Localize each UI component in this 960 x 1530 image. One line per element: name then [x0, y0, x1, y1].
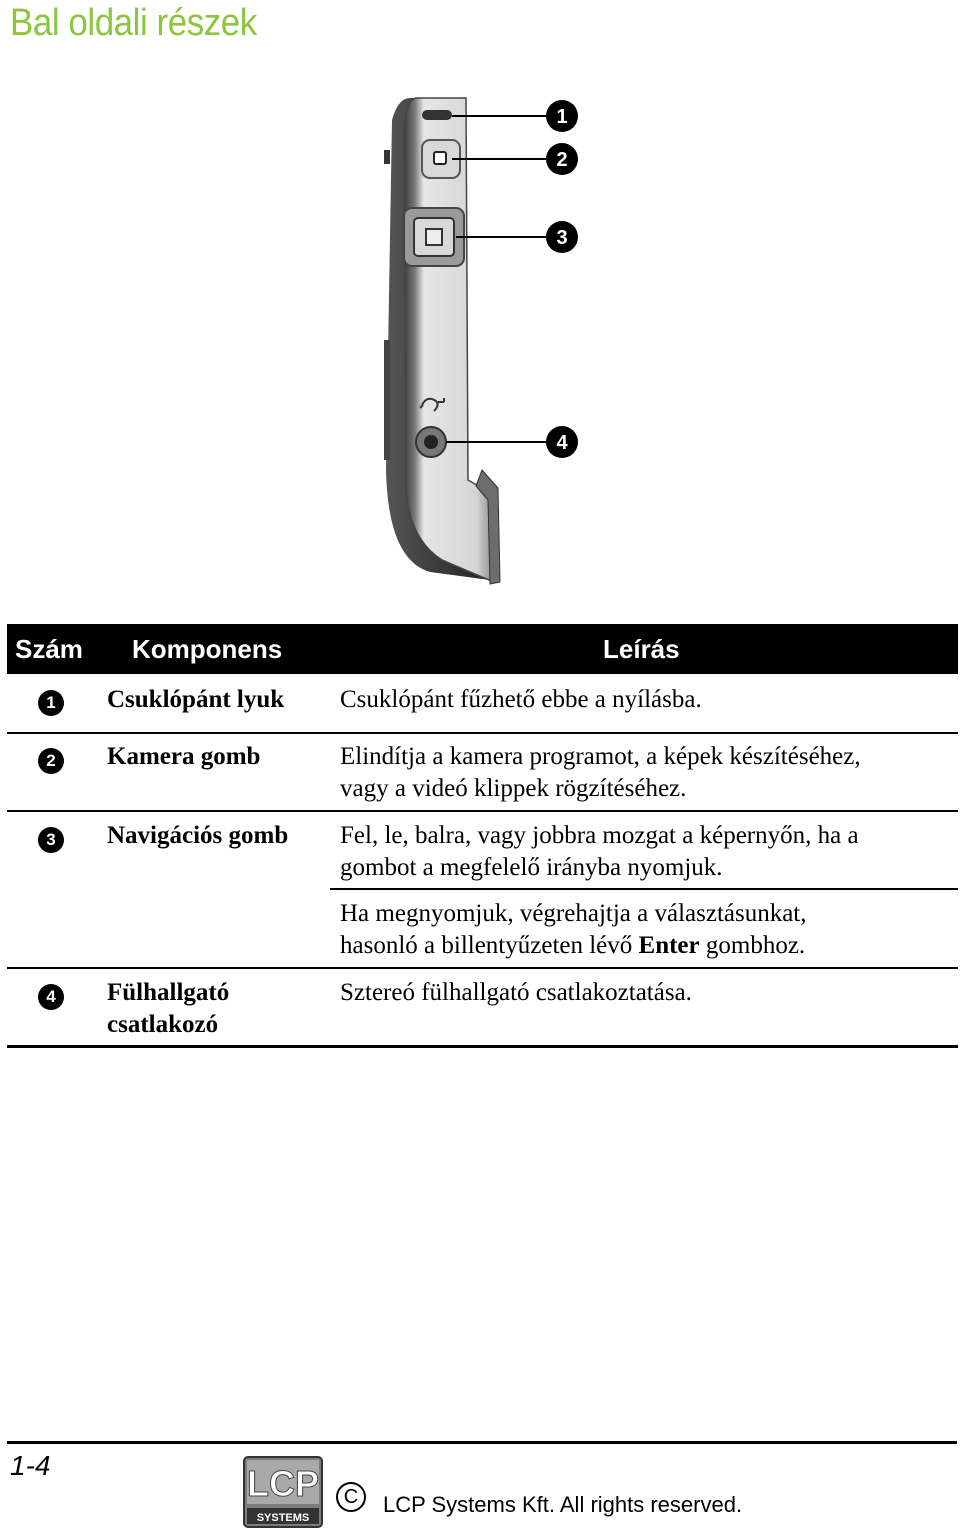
copyright-icon: C: [336, 1482, 366, 1512]
sub-row-divider: [330, 888, 958, 890]
row-divider: [7, 810, 958, 812]
logo-text: LCP: [247, 1463, 319, 1504]
component-description-extra: hasonló a billentyűzeten lévő Enter gombhoz.: [340, 932, 806, 959]
header-description: Leírás: [603, 634, 680, 664]
footer-rule: [7, 1441, 957, 1444]
copyright-text: LCP Systems Kft. All rights reserved.: [383, 1492, 743, 1517]
strap-hole: [422, 110, 452, 120]
component-name: Navigációs gomb: [107, 822, 289, 849]
callout-4: [546, 426, 578, 458]
component-description: gombot a megfelelő irányba nyomjuk.: [340, 854, 723, 881]
callout-4-label: 4: [556, 432, 568, 454]
component-description: Fel, le, balra, vagy jobbra mozgat a képernyőn, ha a: [340, 822, 859, 849]
headphone-jack-hole: [424, 435, 438, 449]
callout-3: [546, 221, 578, 253]
camera-button-dot: [434, 152, 446, 164]
side-key: [384, 150, 390, 164]
callout-1: [546, 100, 578, 132]
callout-2: [546, 143, 578, 175]
component-description: Csuklópánt fűzhető ebbe a nyílásba.: [340, 686, 702, 713]
enter-key-label: Enter: [638, 932, 700, 959]
page-number: 1-4: [10, 1450, 51, 1481]
logo-subtext: SYSTEMS: [256, 1512, 310, 1524]
row-divider: [7, 732, 958, 734]
row-number-badge: 3: [38, 827, 64, 853]
component-description-extra: Ha megnyomjuk, végrehajtja a választásunkat,: [340, 900, 807, 927]
row-number-badge: 2: [38, 748, 64, 774]
row-divider: [7, 967, 958, 969]
component-description: Sztereó fülhallgató csatlakoztatása.: [340, 979, 692, 1006]
component-description: vagy a videó klippek rögzítéséhez.: [340, 775, 687, 802]
component-description: Elindítja a kamera programot, a képek készítéséhez,: [340, 743, 861, 770]
callout-2-label: 2: [556, 149, 568, 171]
table-header: [7, 624, 958, 674]
row-number-badge: 1: [38, 690, 64, 716]
component-name: Kamera gomb: [107, 743, 261, 770]
lcp-systems-logo: [243, 1456, 323, 1528]
page-title: Bal oldali részek: [10, 2, 257, 44]
side-key: [384, 340, 390, 460]
table-bottom-rule: [7, 1045, 958, 1048]
header-num: Szám: [15, 634, 83, 664]
nav-button-center: [426, 229, 442, 245]
component-name: Fülhallgató: [107, 979, 230, 1006]
device-side-illustration: [370, 90, 600, 590]
component-name: Csuklópánt lyuk: [107, 686, 285, 713]
header-component: Komponens: [132, 634, 283, 664]
callout-3-label: 3: [556, 227, 568, 249]
components-table: [7, 624, 958, 674]
callout-1-label: 1: [556, 106, 568, 128]
row-number-badge: 4: [38, 984, 64, 1010]
component-name: csatlakozó: [107, 1011, 219, 1038]
